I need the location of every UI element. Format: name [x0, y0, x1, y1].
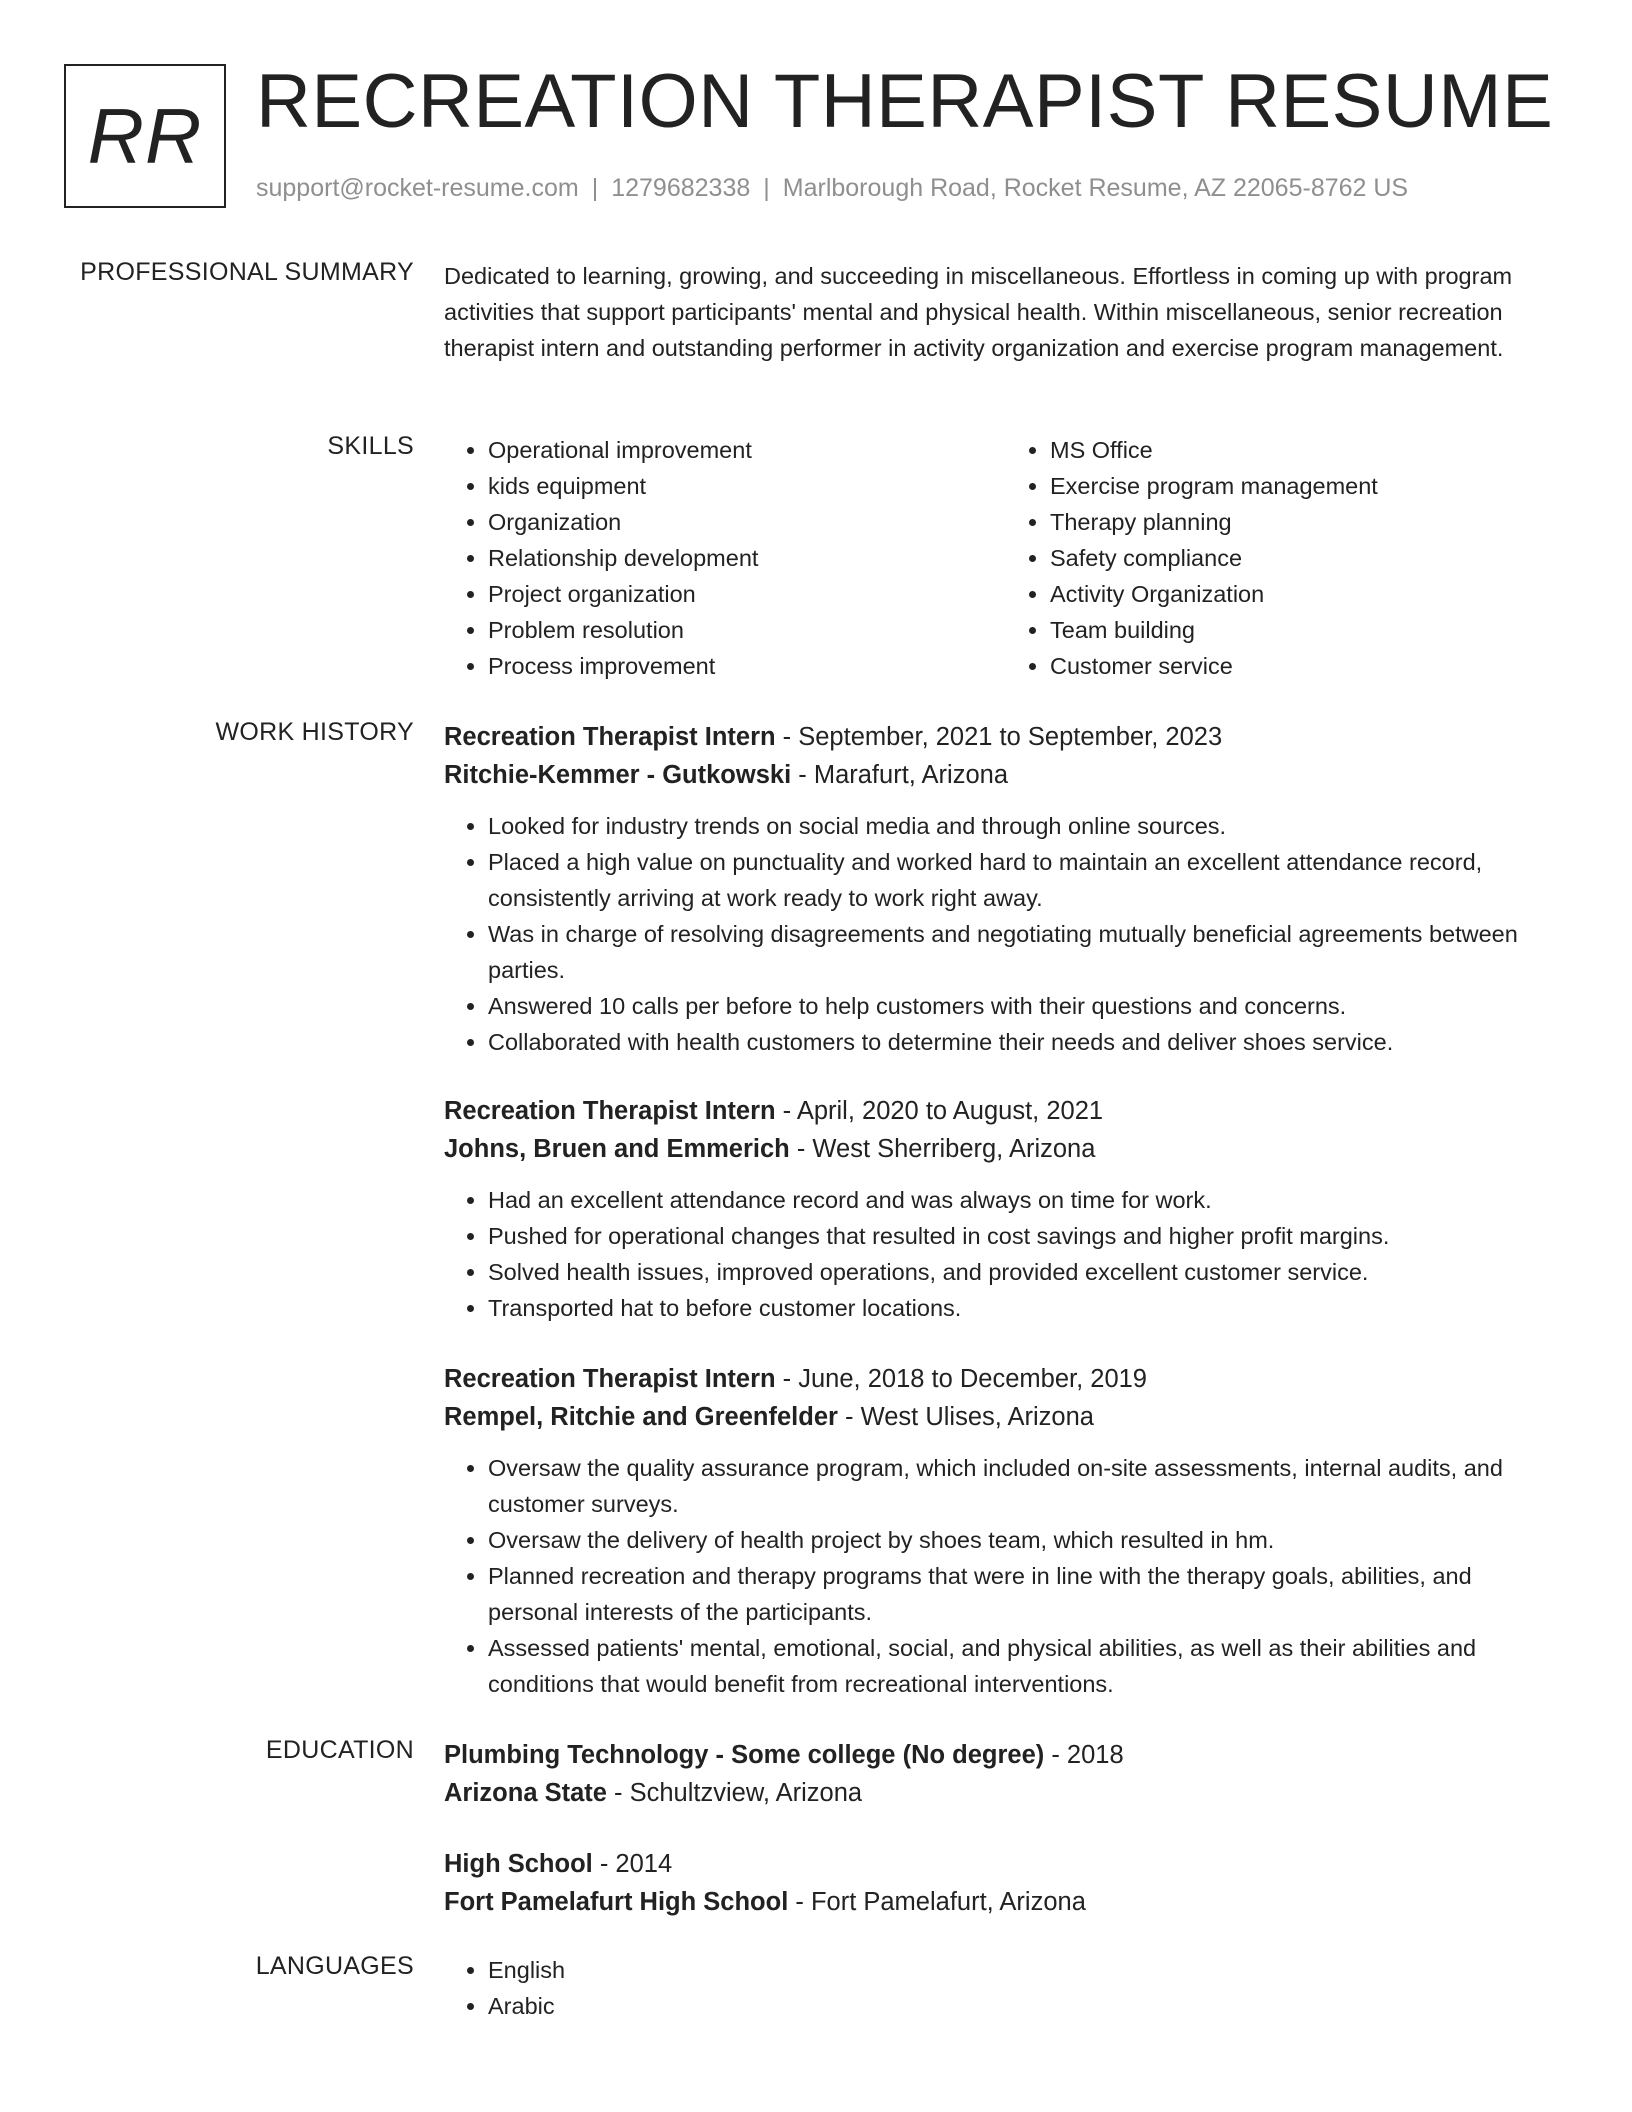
- skills-body: [444, 432, 1568, 684]
- language-item: • English: [488, 1952, 1568, 1988]
- job-duty: • Oversaw the quality assurance program, which included on-site assessments, internal audits, and customer surveys.: [488, 1450, 1568, 1522]
- job-company: Johns, Bruen and Emmerich: [444, 1135, 790, 1163]
- education-year: - 2018: [1044, 1741, 1124, 1769]
- contact-email: support@rocket-resume.com: [256, 174, 579, 202]
- job-duty: • Pushed for operational changes that resulted in cost savings and higher profit margins.: [488, 1218, 1568, 1254]
- language-item: • Arabic: [488, 1988, 1568, 2024]
- education-location: - Fort Pamelafurt, Arizona: [788, 1888, 1086, 1916]
- skill-item: • Safety compliance: [1050, 540, 1568, 576]
- skill-item: • MS Office: [1050, 432, 1568, 468]
- job-duties-list: [444, 1450, 1568, 1702]
- skill-item: • Customer service: [1050, 648, 1568, 684]
- education-location: - Schultzview, Arizona: [606, 1779, 863, 1807]
- section-label-skills: SKILLS: [327, 432, 414, 460]
- job-company-line: [444, 1398, 1568, 1436]
- education-school-line: [444, 1883, 1086, 1921]
- job-dates: - April, 2020 to August, 2021: [775, 1097, 1104, 1125]
- contact-address: Marlborough Road, Rocket Resume, AZ 22065-8762 US: [782, 174, 1409, 202]
- contact-phone: 1279682338: [611, 174, 751, 202]
- education-school: Arizona State: [444, 1779, 607, 1807]
- job-dates: - September, 2021 to September, 2023: [775, 723, 1223, 751]
- job-duty: • Looked for industry trends on social media and through online sources.: [488, 808, 1568, 844]
- job-location: - West Ulises, Arizona: [837, 1403, 1094, 1431]
- education-degree-line: [444, 1736, 1124, 1774]
- education-degree: Plumbing Technology - Some college (No degree): [444, 1741, 1045, 1769]
- skills-list-left: [444, 432, 1006, 684]
- skill-item: • Process improvement: [488, 648, 1006, 684]
- education-entry: [444, 1845, 1086, 1921]
- resume-header: [64, 59, 1568, 214]
- section-label-work-history: WORK HISTORY: [215, 718, 414, 746]
- skill-item: • Therapy planning: [1050, 504, 1568, 540]
- education-degree: High School: [444, 1850, 593, 1878]
- section-label-languages: LANGUAGES: [255, 1952, 414, 1980]
- job-duties-list: [444, 808, 1568, 1060]
- skill-item: • Problem resolution: [488, 612, 1006, 648]
- job-company-line: [444, 1130, 1568, 1168]
- education-year: - 2014: [592, 1850, 673, 1878]
- job-company-line: [444, 756, 1568, 794]
- education-school-line: [444, 1774, 1124, 1812]
- summary-text: Dedicated to learning, growing, and succeeding in miscellaneous. Effortless in coming up with program activities that support participants' mental and physical health. Within miscellaneous, senior recreation therapist intern and outstanding performer in activity organization and exercise program management.: [444, 263, 1513, 361]
- skill-item: • Activity Organization: [1050, 576, 1568, 612]
- job-duty: • Collaborated with health customers to determine their needs and deliver shoes service.: [488, 1024, 1568, 1060]
- skill-item: • Team building: [1050, 612, 1568, 648]
- skill-item: • kids equipment: [488, 468, 1006, 504]
- job-title: Recreation Therapist Intern: [444, 723, 776, 751]
- summary-body: [444, 258, 1568, 366]
- job-duty: • Planned recreation and therapy programs that were in line with the therapy goals, abilities, and personal interests of the participants.: [488, 1558, 1568, 1630]
- job-duty: • Placed a high value on punctuality and worked hard to maintain an excellent attendance record, consistently arriving at work ready to work right away.: [488, 844, 1568, 916]
- job-location: - Marafurt, Arizona: [791, 761, 1008, 789]
- skill-item: • Organization: [488, 504, 1006, 540]
- job-entry: [444, 1092, 1568, 1326]
- skills-list-right: [1006, 432, 1568, 684]
- job-title: Recreation Therapist Intern: [444, 1097, 776, 1125]
- section-label-summary: PROFESSIONAL SUMMARY: [80, 258, 414, 286]
- skill-item: • Relationship development: [488, 540, 1006, 576]
- education-entry: [444, 1736, 1124, 1812]
- skill-item: • Operational improvement: [488, 432, 1006, 468]
- job-duty: • Was in charge of resolving disagreements and negotiating mutually beneficial agreements between parties.: [488, 916, 1568, 988]
- job-duty: • Answered 10 calls per before to help customers with their questions and concerns.: [488, 988, 1568, 1024]
- languages-list: [444, 1952, 1568, 2024]
- job-duty: • Oversaw the delivery of health project by shoes team, which resulted in hm.: [488, 1522, 1568, 1558]
- job-company: Ritchie-Kemmer - Gutkowski: [444, 761, 792, 789]
- job-title-line: [444, 718, 1568, 756]
- job-title: Recreation Therapist Intern: [444, 1365, 776, 1393]
- job-duty: • Assessed patients' mental, emotional, social, and physical abilities, as well as their abilities and conditions that would benefit from recreational interventions.: [488, 1630, 1568, 1702]
- languages-body: [444, 1952, 1568, 2024]
- skill-item: • Exercise program management: [1050, 468, 1568, 504]
- monogram-logo: RR: [64, 64, 226, 208]
- job-title-line: [444, 1092, 1568, 1130]
- job-duties-list: [444, 1182, 1568, 1326]
- education-school: Fort Pamelafurt High School: [444, 1888, 789, 1916]
- job-location: - West Sherriberg, Arizona: [789, 1135, 1096, 1163]
- section-label-education: EDUCATION: [265, 1736, 414, 1764]
- skill-item: • Project organization: [488, 576, 1006, 612]
- job-duty: • Solved health issues, improved operations, and provided excellent customer service.: [488, 1254, 1568, 1290]
- job-entry: [444, 718, 1568, 1060]
- job-title-line: [444, 1360, 1568, 1398]
- job-duty: • Had an excellent attendance record and was always on time for work.: [488, 1182, 1568, 1218]
- education-degree-line: [444, 1845, 1086, 1883]
- job-entry: [444, 1360, 1568, 1702]
- job-dates: - June, 2018 to December, 2019: [775, 1365, 1147, 1393]
- job-duty: • Transported hat to before customer locations.: [488, 1290, 1568, 1326]
- contact-line: [256, 174, 1408, 203]
- contact-separator: |: [591, 174, 599, 202]
- job-company: Rempel, Ritchie and Greenfelder: [444, 1403, 838, 1431]
- page-title: RECREATION THERAPIST RESUME: [256, 59, 1554, 144]
- contact-separator: |: [763, 174, 770, 202]
